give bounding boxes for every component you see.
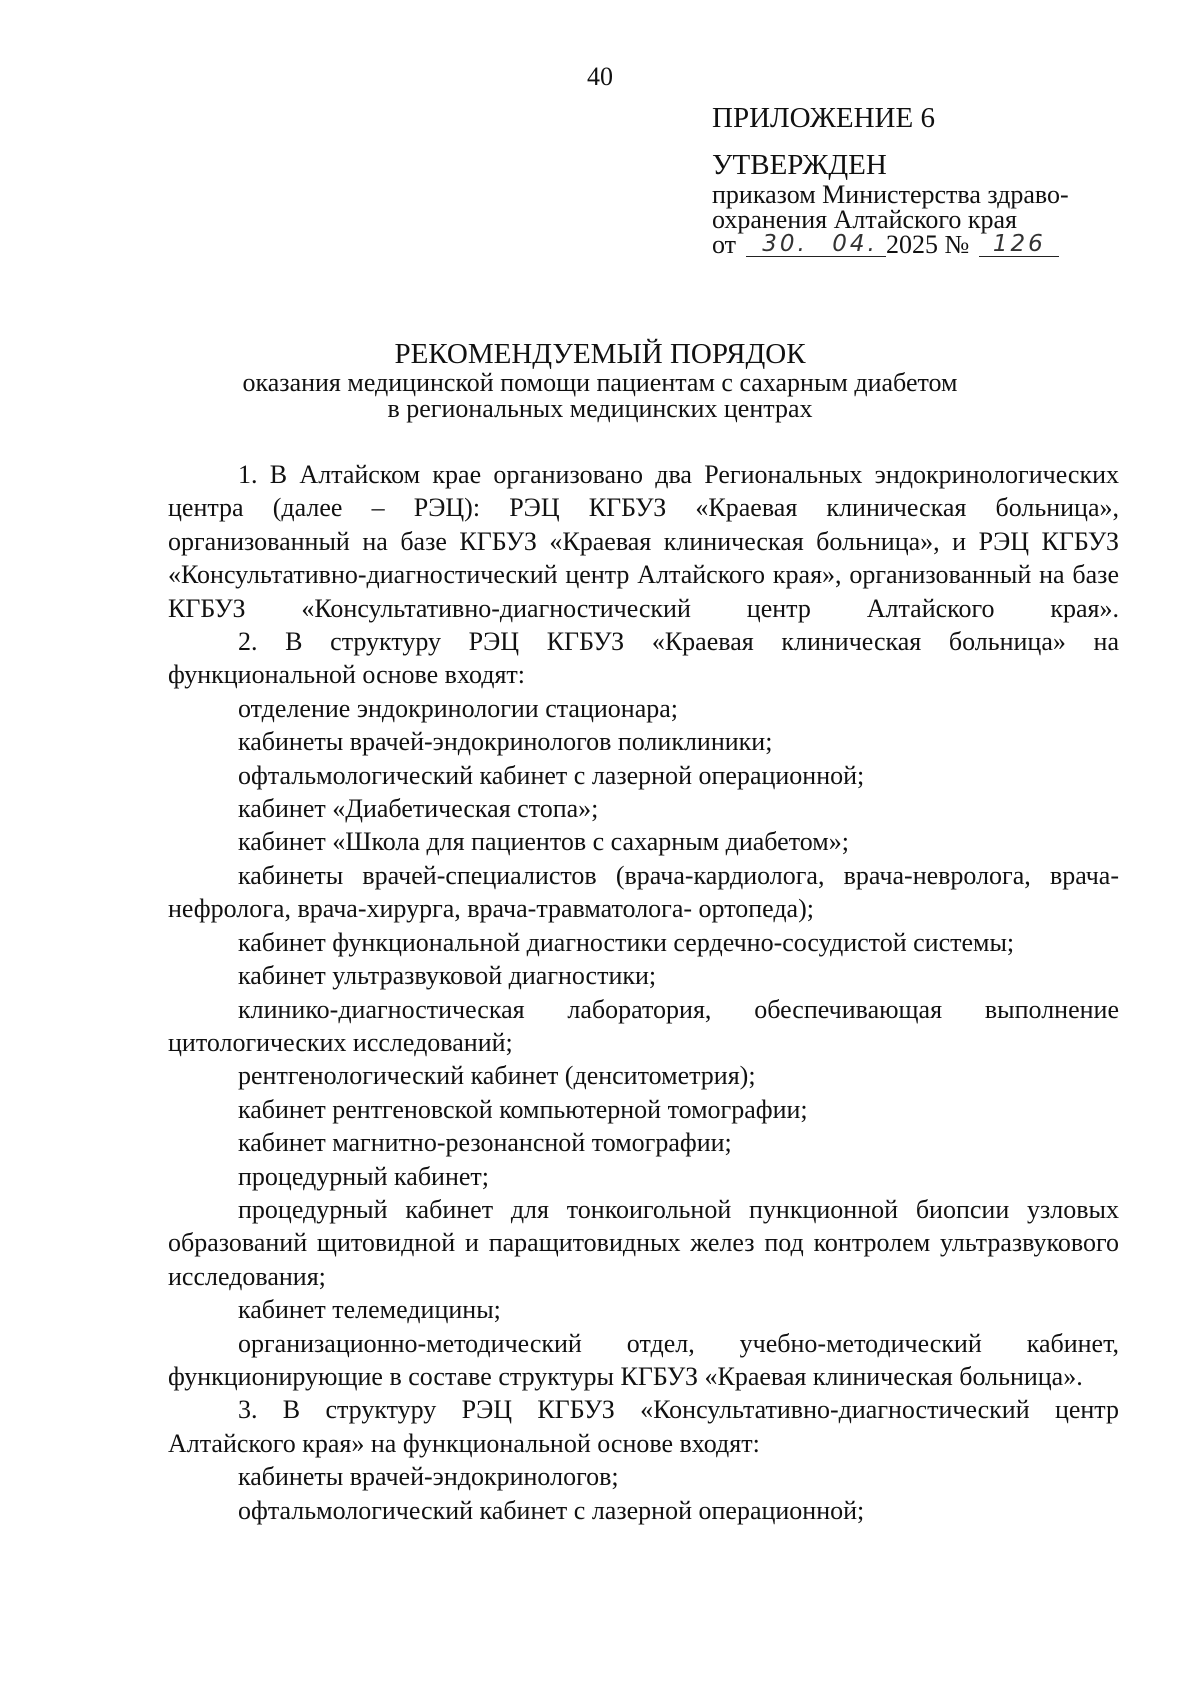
- document-heading: [0, 338, 1200, 422]
- list-item: клинико-диагностическая лаборатория, обеспечивающая выполнение цитологических исследований;: [168, 994, 1119, 1057]
- paragraph-1: 1. В Алтайском крае организовано два Региональных эндокринологических центра (далее – РЭЦ): РЭЦ КГБУЗ «Краевая клиническая больница», организованный на базе КГБУЗ «Краевая клиническая больница», и РЭЦ КГБУЗ «Консультативно-диагностический центр Алтайского края», организованный на базе КГБУЗ «Консультативно-диагностический центр Алтайского края».: [168, 460, 1119, 623]
- handwritten-day: 30.: [746, 232, 824, 257]
- appendix-label: ПРИЛОЖЕНИЕ 6: [712, 102, 935, 134]
- list-item: кабинет ультразвуковой диагностики;: [238, 961, 657, 991]
- list-item: кабинеты врачей-специалистов (врача-кардиолога, врача-невролога, врача-нефролога, врача-хирурга, врача-травматолога- ортопеда);: [168, 860, 1119, 924]
- handwritten-order-number: 126: [979, 232, 1059, 257]
- list-item: кабинет телемедицины;: [238, 1295, 501, 1325]
- document-subtitle-line: в региональных медицинских центрах: [387, 394, 813, 423]
- approval-line: охранения Алтайского края: [712, 205, 1018, 234]
- list-item: кабинеты врачей-эндокринологов поликлиники;: [238, 727, 773, 757]
- approval-title: УТВЕРЖДЕН: [712, 149, 887, 181]
- list-item: рентгенологический кабинет (денситометрия);: [238, 1061, 756, 1091]
- list-item: отделение эндокринологии стационара;: [238, 693, 679, 723]
- list-item: офтальмологический кабинет с лазерной операционной;: [238, 1495, 865, 1525]
- document-body: [168, 458, 1119, 1527]
- approval-date-line: [712, 232, 1132, 257]
- list-item: кабинет «Школа для пациентов с сахарным диабетом»;: [238, 827, 849, 857]
- document-title: РЕКОМЕНДУЕМЫЙ ПОРЯДОК: [394, 338, 806, 370]
- from-label: от: [712, 230, 737, 259]
- paragraph-3: 3. В структуру РЭЦ КГБУЗ «Консультативно-диагностический центр Алтайского края» на функциональной основе входят:: [168, 1395, 1119, 1458]
- document-subtitle-line: оказания медицинской помощи пациентам с сахарным диабетом: [242, 368, 958, 397]
- list-item: кабинет магнитно-резонансной томографии;: [238, 1128, 732, 1158]
- list-item: кабинет «Диабетическая стопа»;: [238, 794, 599, 824]
- list-item: кабинет рентгеновской компьютерной томографии;: [238, 1094, 808, 1124]
- page-number: 40: [587, 62, 613, 91]
- list-item: процедурный кабинет;: [238, 1161, 490, 1191]
- list-item: процедурный кабинет для тонкоигольной пункционной биопсии узловых образований щитовидной и паращитовидных желез под контролем ультразвукового исследования;: [168, 1194, 1119, 1291]
- list-item: организационно-методический отдел, учебно-методический кабинет, функционирующие в составе структуры КГБУЗ «Краевая клиническая больница».: [168, 1328, 1119, 1391]
- list-item: офтальмологический кабинет с лазерной операционной;: [238, 760, 865, 790]
- year-label: 2025 №: [886, 230, 970, 259]
- list-item: кабинет функциональной диагностики сердечно-сосудистой системы;: [238, 927, 1015, 957]
- approval-block: [712, 148, 1132, 257]
- list-item: кабинеты врачей-эндокринологов;: [238, 1462, 619, 1492]
- approval-line: приказом Министерства здраво-: [712, 180, 1069, 209]
- handwritten-month: 04.: [824, 232, 886, 257]
- paragraph-2: 2. В структуру РЭЦ КГБУЗ «Краевая клиническая больница» на функциональной основе входят:: [168, 627, 1119, 690]
